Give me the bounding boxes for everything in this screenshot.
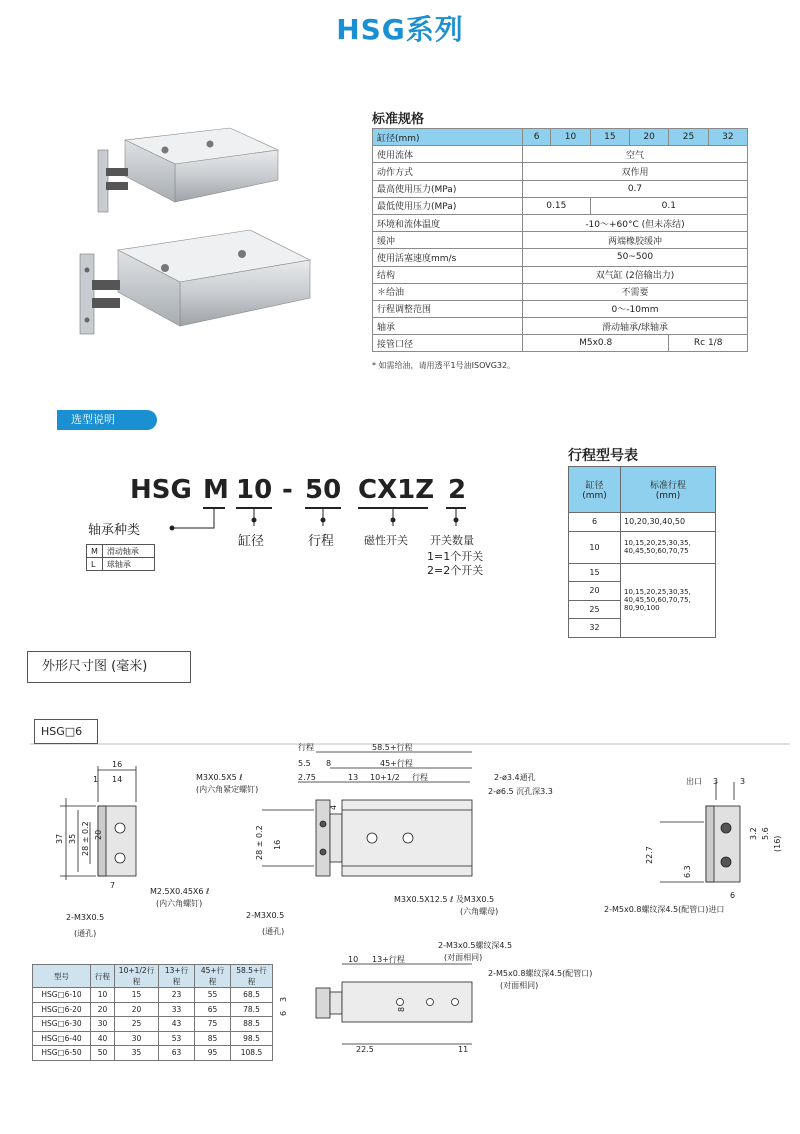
size-cell: 35 <box>115 1046 159 1061</box>
spec-row-label: 结构 <box>373 266 523 283</box>
size-cell: HSG□6-10 <box>33 988 91 1003</box>
dim-stroke-a: 行程 <box>298 743 314 752</box>
size-cell: 95 <box>195 1046 231 1061</box>
size-cell: 88.5 <box>231 1017 273 1032</box>
dim-outlet: 出口 <box>686 777 702 786</box>
spec-table <box>372 128 748 352</box>
size-row <box>33 988 273 1003</box>
bearing-code: M <box>87 545 103 558</box>
spec-row-value: 滑动轴承/球轴承 <box>523 318 748 335</box>
dim-mid-16: 16 <box>273 839 282 850</box>
dim-top-585: 58.5+行程 <box>372 743 413 752</box>
dim-m3-left-note: (通孔) <box>74 929 97 938</box>
dim-b-m5: 2-M5x0.8螺纹深4.5(配管口) <box>488 969 593 978</box>
spec-bore: 25 <box>669 129 708 146</box>
dim-m3x5-note: (内六角紧定螺钉) <box>196 785 259 794</box>
spec-row <box>373 266 748 283</box>
dim-m3-mid: 2-M3X0.5 <box>246 911 285 920</box>
end-view <box>660 782 740 882</box>
spec-note: * 如需给油，请用透平1号油ISOVG32。 <box>372 361 516 370</box>
size-cell: 25 <box>115 1017 159 1032</box>
dim-m3x125: M3X0.5X12.5 ℓ 及M3X0.5 <box>394 895 495 904</box>
code-dash: - <box>282 475 293 505</box>
spec-row-label: ＊给油 <box>373 283 523 300</box>
dim-m3-mid-note: (通孔) <box>262 927 285 936</box>
selection-tab: 选型说明 <box>57 410 157 430</box>
dim-13: 13 <box>348 773 359 782</box>
size-table <box>32 964 273 1061</box>
size-cell: 33 <box>159 1002 195 1017</box>
code-bearing: M <box>203 475 229 505</box>
size-cell: 40 <box>91 1031 115 1046</box>
label-switch-qty: 开关数量 <box>430 534 474 547</box>
size-row <box>33 1017 273 1032</box>
spec-row-value-b: Rc 1/8 <box>669 335 748 352</box>
stroke-values: 10,15,20,25,30,35, 40,45,50,60,70,75 <box>621 531 716 563</box>
dim-m5port: 2-M5x0.8螺纹深4.5(配管口)进口 <box>604 905 725 914</box>
code-bore: 10 <box>236 475 273 505</box>
spec-row <box>373 146 748 163</box>
spec-bore: 32 <box>708 129 747 146</box>
spec-row-label: 轴承 <box>373 318 523 335</box>
size-cell: 65 <box>195 1002 231 1017</box>
spec-row <box>373 283 748 300</box>
spec-row-label: 最低使用压力(MPa) <box>373 197 523 214</box>
dim-b10: 10 <box>348 955 359 964</box>
spec-row-label: 行程调整范围 <box>373 300 523 317</box>
spec-row <box>373 180 748 197</box>
size-cell: 63 <box>159 1046 195 1061</box>
spec-row-value-b: 0.1 <box>590 197 747 214</box>
dim-b6: 6 <box>279 1010 288 1016</box>
bearing-name: 滑动轴承 <box>102 545 154 558</box>
spec-row <box>373 249 748 266</box>
dim-b-m5-note: (对面相同) <box>500 981 539 990</box>
spec-row <box>373 300 748 317</box>
size-row <box>33 1002 273 1017</box>
size-header: 10+1/2行程 <box>115 965 159 988</box>
dim-d34: 2-ø3.4通孔 <box>494 773 536 782</box>
size-cell: 68.5 <box>231 988 273 1003</box>
dim-b3: 3 <box>279 996 288 1002</box>
code-switch: CX1Z <box>358 475 435 505</box>
bearing-row <box>87 545 155 558</box>
spec-row-label: 接管口径 <box>373 335 523 352</box>
dim-r16: (16) <box>773 835 782 852</box>
dim-stroke-b: 行程 <box>412 773 428 782</box>
dimensions-title: 外形尺寸图 (毫米) <box>27 651 191 683</box>
dim-b8: 8 <box>397 1006 406 1012</box>
spec-header-row <box>373 129 748 146</box>
dim-b-m3: 2-M3x0.5螺纹深4.5 <box>438 941 513 950</box>
size-cell: 43 <box>159 1017 195 1032</box>
spec-row-value: 不需要 <box>523 283 748 300</box>
stroke-row <box>569 563 716 582</box>
dim-m3-left: 2-M3X0.5 <box>66 913 105 922</box>
dim-side-28: 28 ± 0.2 <box>81 821 90 856</box>
spec-bore: 10 <box>551 129 590 146</box>
dim-r63: 6.3 <box>683 865 692 878</box>
dim-r56: 5.6 <box>761 827 770 840</box>
dim-side-16: 16 <box>112 760 123 769</box>
stroke-bore: 6 <box>569 513 621 532</box>
dim-m25-note: (内六角螺钉) <box>156 899 203 908</box>
dim-r32: 3.2 <box>749 827 758 840</box>
bottom-view <box>316 964 472 1044</box>
spec-row-value: 空气 <box>523 146 748 163</box>
spec-row <box>373 318 748 335</box>
dim-m3x125-note: (六角螺母) <box>460 907 499 916</box>
dim-275: 2.75 <box>298 773 316 782</box>
spec-bore: 15 <box>590 129 629 146</box>
dim-55: 5.5 <box>298 759 311 768</box>
dim-side-37: 37 <box>55 833 64 844</box>
size-header: 行程 <box>91 965 115 988</box>
size-cell: 15 <box>115 988 159 1003</box>
code-stroke: 50 <box>305 475 342 505</box>
stroke-header-strokes: 标准行程 (mm) <box>621 467 716 513</box>
label-stroke: 行程 <box>308 534 335 549</box>
size-cell: 98.5 <box>231 1031 273 1046</box>
stroke-bore: 15 <box>569 563 621 582</box>
dim-b11: 11 <box>458 1045 469 1054</box>
size-cell: HSG□6-30 <box>33 1017 91 1032</box>
product-photo <box>70 120 350 350</box>
spec-bore: 20 <box>629 129 668 146</box>
dim-mid-4: 4 <box>329 804 338 810</box>
size-cell: 30 <box>91 1017 115 1032</box>
size-cell: HSG□6-20 <box>33 1002 91 1017</box>
spec-row <box>373 163 748 180</box>
label-switch: 磁性开关 <box>364 534 408 547</box>
stroke-row <box>569 531 716 563</box>
bearing-row <box>87 558 155 571</box>
spec-row-label: 动作方式 <box>373 163 523 180</box>
spec-row-label: 环境和流体温度 <box>373 214 523 231</box>
model-label: HSG□6 <box>34 719 98 744</box>
label-bore: 缸径 <box>238 534 265 549</box>
size-header: 45+行程 <box>195 965 231 988</box>
dim-mid-28: 28 ± 0.2 <box>255 825 264 860</box>
dim-r6: 6 <box>730 891 736 900</box>
label-qty-1: 1=1个开关 <box>427 550 484 563</box>
dim-r227: 22.7 <box>645 846 654 864</box>
dim-m25: M2.5X0.45X6 ℓ <box>150 887 210 896</box>
spec-row-value-a: 0.15 <box>523 197 591 214</box>
spec-header-label: 缸径(mm) <box>373 129 523 146</box>
size-cell: 23 <box>159 988 195 1003</box>
spec-row-value: 50~500 <box>523 249 748 266</box>
spec-row-label: 最高使用压力(MPa) <box>373 180 523 197</box>
dim-8: 8 <box>326 759 332 768</box>
stroke-values: 10,20,30,40,50 <box>621 513 716 532</box>
stroke-table-title: 行程型号表 <box>568 448 638 464</box>
stroke-bore: 25 <box>569 600 621 619</box>
stroke-bore: 10 <box>569 531 621 563</box>
stroke-table <box>568 466 716 638</box>
stroke-values-merged: 10,15,20,25,30,35, 40,45,50,60,70,75, 80,90,100 <box>621 563 716 637</box>
size-cell: 10 <box>91 988 115 1003</box>
page-title: HSG系列 <box>336 13 464 46</box>
code-qty: 2 <box>448 475 467 505</box>
spec-row-value: 双作用 <box>523 163 748 180</box>
top-view <box>262 752 472 876</box>
dim-r3a: 3 <box>713 777 719 786</box>
size-row <box>33 1046 273 1061</box>
size-cell: 85 <box>195 1031 231 1046</box>
dim-d65: 2-ø6.5 沉孔深3.3 <box>488 787 553 796</box>
size-cell: 20 <box>115 1002 159 1017</box>
spec-bore: 6 <box>523 129 551 146</box>
spec-row-value: 双气缸 (2倍输出力) <box>523 266 748 283</box>
size-cell: 53 <box>159 1031 195 1046</box>
size-cell: HSG□6-50 <box>33 1046 91 1061</box>
size-header: 型号 <box>33 965 91 988</box>
spec-row <box>373 335 748 352</box>
spec-row-value: 两端橡胶缓冲 <box>523 232 748 249</box>
dim-b13: 13+行程 <box>372 955 405 964</box>
dim-top-45: 45+行程 <box>380 759 413 768</box>
size-cell: HSG□6-40 <box>33 1031 91 1046</box>
stroke-row <box>569 513 716 532</box>
size-cell: 78.5 <box>231 1002 273 1017</box>
stroke-bore: 20 <box>569 582 621 601</box>
size-header: 13+行程 <box>159 965 195 988</box>
size-cell: 75 <box>195 1017 231 1032</box>
spec-row-value: -10～+60°C (但未冻结) <box>523 214 748 231</box>
dim-m3x5: M3X0.5X5 ℓ <box>196 773 243 782</box>
stroke-header-row <box>569 467 716 513</box>
spec-row <box>373 197 748 214</box>
size-header: 58.5+行程 <box>231 965 273 988</box>
size-cell: 108.5 <box>231 1046 273 1061</box>
bearing-name: 球轴承 <box>102 558 154 571</box>
spec-row-label: 缓冲 <box>373 232 523 249</box>
label-qty-2: 2=2个开关 <box>427 564 484 577</box>
dim-b-m3-note: (对面相同) <box>444 953 483 962</box>
dim-side-7: 7 <box>110 881 116 890</box>
dim-10-half: 10+1/2 <box>370 773 400 782</box>
size-header-row <box>33 965 273 988</box>
size-cell: 30 <box>115 1031 159 1046</box>
dim-r3b: 3 <box>740 777 746 786</box>
size-cell: 50 <box>91 1046 115 1061</box>
size-cell: 20 <box>91 1002 115 1017</box>
size-row <box>33 1031 273 1046</box>
spec-row-label: 使用流体 <box>373 146 523 163</box>
stroke-header-bore: 缸径 (mm) <box>569 467 621 513</box>
dim-side-1: 1 <box>93 775 99 784</box>
dim-side-14: 14 <box>112 775 123 784</box>
dim-side-20: 20 <box>94 829 103 840</box>
size-cell: 55 <box>195 988 231 1003</box>
spec-row <box>373 214 748 231</box>
spec-row-value-a: M5x0.8 <box>523 335 669 352</box>
label-bearing: 轴承种类 <box>88 523 141 538</box>
code-series: HSG <box>130 475 192 505</box>
spec-title: 标准规格 <box>372 112 425 127</box>
dim-b225: 22.5 <box>356 1045 374 1054</box>
spec-row-value: 0.7 <box>523 180 748 197</box>
spec-row-label: 使用活塞速度mm/s <box>373 249 523 266</box>
spec-row-value: 0～-10mm <box>523 300 748 317</box>
dim-side-35: 35 <box>68 833 77 844</box>
spec-row <box>373 232 748 249</box>
stroke-bore: 32 <box>569 619 621 638</box>
bearing-code: L <box>87 558 103 571</box>
bearing-table <box>86 544 155 571</box>
